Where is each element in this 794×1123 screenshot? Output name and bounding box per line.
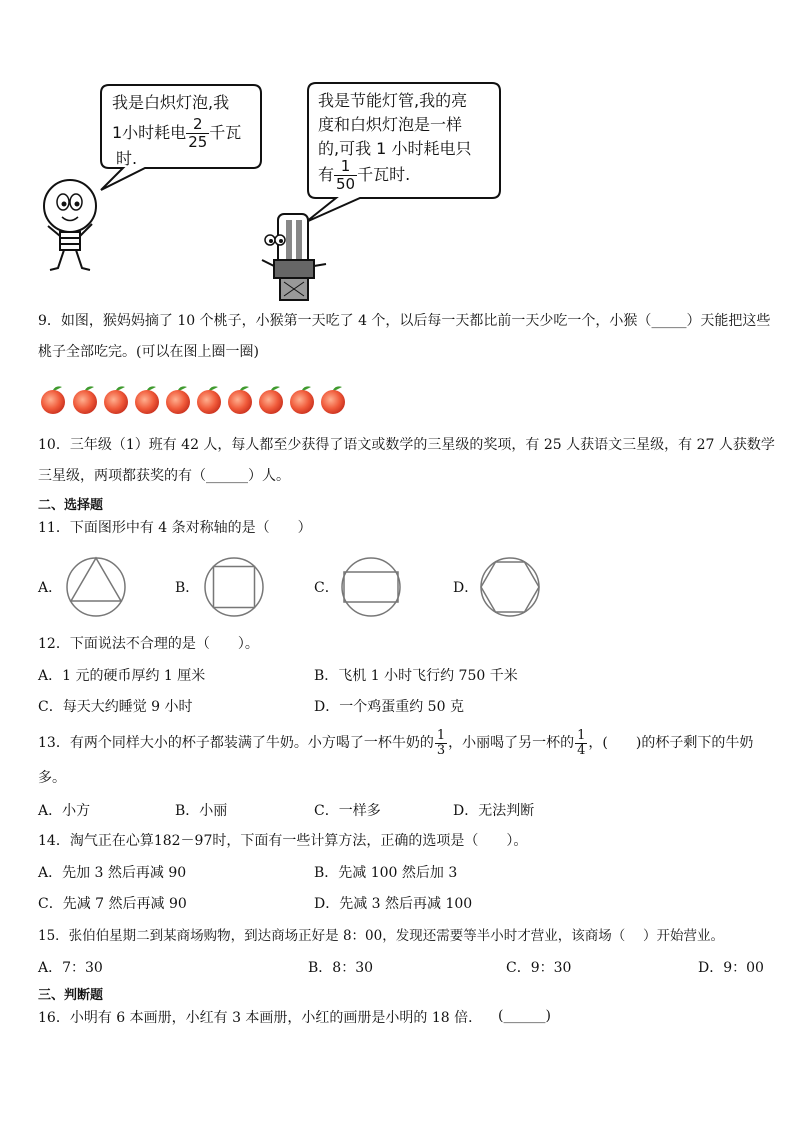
q11-option-a-label[interactable]: A． [38,580,63,596]
bubble1-frac-num: 2 [186,116,209,134]
q15-option-c[interactable]: C．9：30 [506,960,572,976]
question-16-text: 16．小明有 6 本画册，小红有 3 本画册，小红的画册是小明的 18 倍． [38,1010,483,1026]
peach-icon[interactable] [287,384,317,414]
bubble1-line2-pre: 1小时耗电 [112,123,187,142]
question-10-line2 [38,466,290,486]
bubble2-line1: 我是节能灯管,我的亮 [318,91,468,110]
q10-text-post: ）人。 [248,468,290,484]
peach-icon[interactable] [256,384,286,414]
q16-answer-blank[interactable]: (______) [498,1008,551,1024]
q13-f1-num: 1 [436,727,446,743]
q14-option-b[interactable]: B．先减 100 然后加 3 [314,865,458,881]
q13-f1-den: 3 [436,742,446,758]
circle-with-square-icon[interactable] [202,556,266,618]
peach-icon[interactable] [132,384,162,414]
q11-option-b-label[interactable]: B． [175,580,200,596]
q14-option-a[interactable]: A．先加 3 然后再减 90 [38,865,187,881]
bubble2-line3: 的,可我 1 小时耗电只 [318,139,472,158]
bubble2-frac-num: 1 [334,158,357,176]
q11-option-d-label[interactable]: D． [453,580,479,596]
q13-fraction-1 [435,729,447,758]
bubble2-line4-pre: 有 [318,165,335,184]
section-3-heading: 三、判断题 [38,988,104,1003]
bubble1-line1: 我是白炽灯泡,我 [112,93,230,112]
bubble1-line3: 时. [116,149,138,168]
question-10-line1: 10．三年级（1）班有 42 人，每人都至少获得了语文或数学的三星级的奖项，有 25 人获语文三星级，有 27 人获数学 [38,437,775,453]
circle-with-triangle-icon[interactable] [64,556,128,618]
q15-option-b[interactable]: B．8：30 [308,960,374,976]
q14-option-c[interactable]: C．先减 7 然后再减 90 [38,896,187,912]
bubble2-frac-den: 50 [336,175,356,193]
bubble1-frac-den: 25 [188,133,208,151]
question-9-line1 [38,311,770,331]
peach-icon[interactable] [101,384,131,414]
q15-option-d[interactable]: D．9：00 [698,960,764,976]
question-9-line2: 桃子全部吃完。(可以在图上圈一圈) [38,344,259,360]
q12-option-d[interactable]: D．一个鸡蛋重约 50 克 [314,699,464,715]
bubble2-fraction [334,158,357,193]
bubble1-fraction [186,116,209,151]
question-15-text: 15．张伯伯星期二到某商场购物，到达商场正好是 8：00，发现还需要等半小时才营业，该商场（ ）开始营业。 [38,928,725,944]
q12-option-a[interactable]: A．1 元的硬币厚约 1 厘米 [38,668,206,684]
q10-text-pre: 三星级，两项都获奖的有（ [38,468,206,484]
q13-option-d[interactable]: D．无法判断 [453,803,535,819]
circle-with-rectangle-icon[interactable] [339,556,403,618]
peach-icon[interactable] [163,384,193,414]
bulb-character-icon [36,176,106,280]
q13-fraction-2 [575,729,587,758]
q9-answer-blank[interactable]: _____ [651,313,687,329]
question-13-line2: 多。 [38,770,66,786]
question-14-text: 14．淘气正在心算182－97时，下面有一些计算方法，正确的选项是（ ）。 [38,833,528,849]
bubble2-line4-post: 千瓦时. [357,165,411,184]
q13-text-mid: ，小丽喝了另一杯的 [448,735,575,751]
bubble1-line2-post: 千瓦 [209,123,242,142]
circle-with-hexagon-icon[interactable] [478,556,542,618]
q13-option-a[interactable]: A．小方 [38,803,91,819]
bubble2-line4 [318,158,410,193]
q15-option-a[interactable]: A．7：30 [38,960,103,976]
q9-text-post: ）天能把这些 [686,313,771,329]
question-13-line1 [38,728,753,758]
q13-option-b[interactable]: B．小丽 [175,803,228,819]
q14-option-d[interactable]: D．先减 3 然后再减 100 [314,896,473,912]
q13-text-post: ，( )的杯子剩下的牛奶 [588,735,754,751]
q13-option-c[interactable]: C．一样多 [314,803,381,819]
section-2-heading: 二、选择题 [38,498,104,513]
q12-option-b[interactable]: B．飞机 1 小时飞行约 750 千米 [314,668,518,684]
question-12-text: 12．下面说法不合理的是（ ）。 [38,636,259,652]
lamp-character-icon [256,210,336,304]
bubble2-line2: 度和白炽灯泡是一样 [318,115,463,134]
q9-text-pre: 9．如图，猴妈妈摘了 10 个桃子，小猴第一天吃了 4 个，以后每一天都比前一天少吃一个，小猴（ [38,313,652,329]
peach-icon[interactable] [318,384,348,414]
q13-f2-den: 4 [577,742,586,758]
peach-icon[interactable] [225,384,255,414]
peach-icon[interactable] [70,384,100,414]
q10-answer-blank[interactable]: ______ [206,468,248,484]
q13-text-pre: 13．有两个同样大小的杯子都装满了牛奶。小方喝了一杯牛奶的 [38,735,434,751]
peach-icon[interactable] [38,384,68,414]
q13-f2-num: 1 [577,727,586,743]
question-11-text: 11．下面图形中有 4 条对称轴的是（ ） [38,520,312,536]
q12-option-c[interactable]: C．每天大约睡觉 9 小时 [38,699,193,715]
q11-option-c-label[interactable]: C． [314,580,339,596]
peach-icon[interactable] [194,384,224,414]
